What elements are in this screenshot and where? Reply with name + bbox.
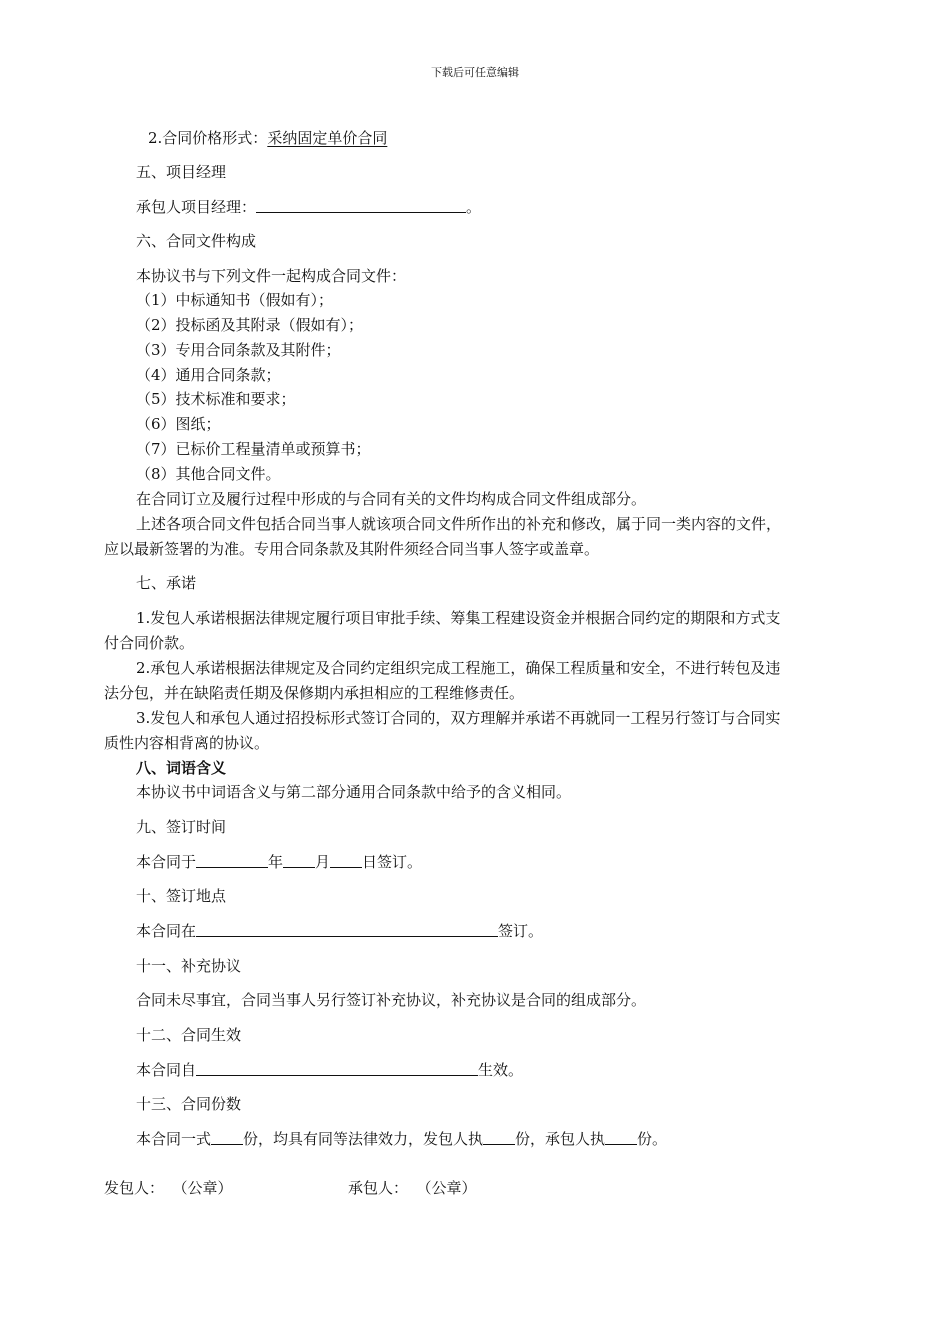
employer-seal: （公章） <box>180 1179 233 1197</box>
pm-end: 。 <box>466 198 482 216</box>
employer-sign <box>104 1178 233 1198</box>
contractor-sign <box>348 1178 477 1198</box>
doc-item: （6）图纸； <box>136 415 221 433</box>
effective-line <box>136 1060 523 1080</box>
sign-date-prefix: 本合同于 <box>136 853 197 871</box>
copies-prefix: 本合同一式 <box>136 1130 212 1148</box>
price-form-label: 2.合同价格形式： <box>148 129 268 147</box>
copies-mid-1: 份，均具有同等法律效力，发包人执 <box>243 1130 484 1148</box>
doc-item: （3）专用合同条款及其附件； <box>136 341 341 359</box>
contractor-seal: （公章） <box>424 1179 477 1197</box>
month-label: 月 <box>315 853 331 871</box>
commit-1b: 付合同价款。 <box>104 634 195 652</box>
section-11-text: 合同未尽事宜，合同当事人另行签订补充协议，补充协议是合同的组成部分。 <box>136 991 647 1009</box>
section-11-title: 十一、补充协议 <box>136 957 242 975</box>
year-blank[interactable] <box>196 853 268 868</box>
copies-contractor-blank[interactable] <box>605 1130 637 1145</box>
pm-blank[interactable] <box>256 198 466 213</box>
sign-date-line <box>136 852 422 872</box>
commit-2a: 2.承包人承诺根据法律规定及合同约定组织完成工程施工，确保工程质量和安全，不进行转包及违 <box>136 659 781 677</box>
commit-3b: 质性内容相背离的协议。 <box>104 734 270 752</box>
effective-blank[interactable] <box>196 1061 478 1076</box>
section-6-intro: 本协议书与下列文件一起构成合同文件： <box>136 267 407 285</box>
pm-line <box>136 197 481 217</box>
copies-suffix: 份。 <box>637 1130 668 1148</box>
pm-label: 承包人项目经理： <box>136 198 257 216</box>
section-8-title: 八、词语含义 <box>136 759 227 777</box>
page-header: 下载后可任意编辑 <box>431 66 519 79</box>
doc-item: （4）通用合同条款； <box>136 366 281 384</box>
section-12-title: 十二、合同生效 <box>136 1026 242 1044</box>
copies-total-blank[interactable] <box>211 1130 243 1145</box>
doc-item: （1）中标通知书（假如有）； <box>136 291 334 309</box>
effective-prefix: 本合同自 <box>136 1061 197 1079</box>
section-9-title: 九、签订时间 <box>136 818 227 836</box>
price-form-line <box>148 128 387 148</box>
section-6-title: 六、合同文件构成 <box>136 232 257 250</box>
copies-mid-2: 份，承包人执 <box>515 1130 606 1148</box>
employer-label: 发包人： <box>104 1179 165 1197</box>
commit-3a: 3.发包人和承包人通过招投标形式签订合同的，双方理解并承诺不再就同一工程另行签订与合同实 <box>136 709 781 727</box>
day-label: 日签订。 <box>362 853 423 871</box>
sign-place-suffix: 签订。 <box>498 922 544 940</box>
year-label: 年 <box>268 853 284 871</box>
commit-2b: 法分包，并在缺陷责任期及保修期内承担相应的工程维修责任。 <box>104 684 525 702</box>
doc-item: （5）技术标准和要求； <box>136 390 296 408</box>
section-8-text: 本协议书中词语含义与第二部分通用合同条款中给予的含义相同。 <box>136 783 572 801</box>
section-6-para-2b: 应以最新签署的为准。专用合同条款及其附件须经合同当事人签字或盖章。 <box>104 540 600 558</box>
doc-item: （8）其他合同文件。 <box>136 465 281 483</box>
section-6-para-1: 在合同订立及履行过程中形成的与合同有关的文件均构成合同文件组成部分。 <box>136 490 647 508</box>
effective-suffix: 生效。 <box>478 1061 524 1079</box>
copies-employer-blank[interactable] <box>483 1130 515 1145</box>
section-7-title: 七、承诺 <box>136 574 197 592</box>
doc-item: （7）已标价工程量清单或预算书； <box>136 440 371 458</box>
section-6-para-2a: 上述各项合同文件包括合同当事人就该项合同文件所作出的补充和修改，属于同一类内容的文件， <box>136 515 782 533</box>
copies-line <box>136 1129 667 1149</box>
day-blank[interactable] <box>330 853 362 868</box>
section-10-title: 十、签订地点 <box>136 887 227 905</box>
commit-1a: 1.发包人承诺根据法律规定履行项目审批手续、筹集工程建设资金并根据合同约定的期限和方式支 <box>136 609 781 627</box>
place-blank[interactable] <box>196 922 498 937</box>
sign-place-prefix: 本合同在 <box>136 922 197 940</box>
section-13-title: 十三、合同份数 <box>136 1095 242 1113</box>
month-blank[interactable] <box>283 853 315 868</box>
sign-place-line <box>136 921 543 941</box>
section-5-title: 五、项目经理 <box>136 163 227 181</box>
contractor-label: 承包人： <box>348 1179 409 1197</box>
doc-item: （2）投标函及其附录（假如有）； <box>136 316 364 334</box>
price-form-value: 采纳固定单价合同 <box>267 129 388 147</box>
